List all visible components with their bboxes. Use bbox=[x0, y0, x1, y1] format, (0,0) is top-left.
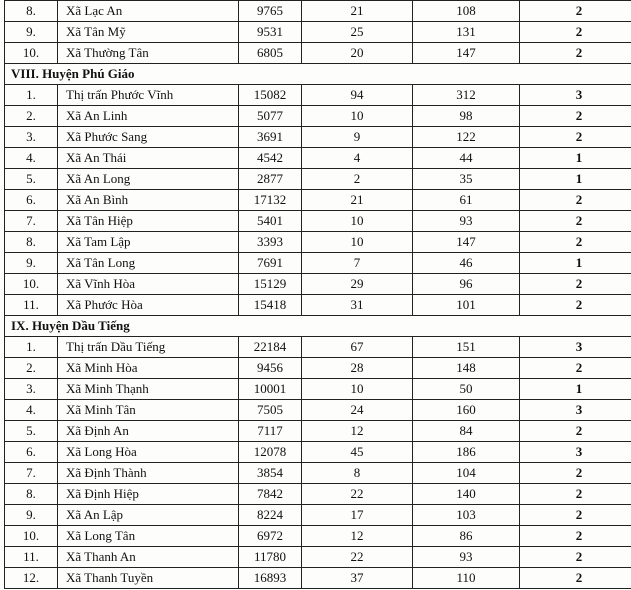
population-cell: 7691 bbox=[239, 253, 302, 274]
value-cell-2: 50 bbox=[413, 379, 520, 400]
commune-name-cell: Thị trấn Dầu Tiếng bbox=[58, 337, 239, 358]
population-cell: 9765 bbox=[239, 1, 302, 22]
table-row bbox=[5, 547, 631, 568]
classification-cell: 3 bbox=[520, 442, 631, 463]
population-cell: 15129 bbox=[239, 274, 302, 295]
table-row bbox=[5, 22, 631, 43]
row-number-cell: 9. bbox=[5, 22, 58, 43]
population-cell: 10001 bbox=[239, 379, 302, 400]
value-cell-2: 93 bbox=[413, 211, 520, 232]
population-cell: 15082 bbox=[239, 85, 302, 106]
row-number-cell: 9. bbox=[5, 505, 58, 526]
value-cell-2: 131 bbox=[413, 22, 520, 43]
commune-name-cell: Xã An Linh bbox=[58, 106, 239, 127]
row-number-cell: 5. bbox=[5, 169, 58, 190]
row-number-cell: 11. bbox=[5, 547, 58, 568]
row-number-cell: 6. bbox=[5, 442, 58, 463]
classification-cell: 1 bbox=[520, 148, 631, 169]
value-cell-2: 46 bbox=[413, 253, 520, 274]
value-cell-2: 147 bbox=[413, 43, 520, 64]
commune-data-table bbox=[4, 0, 631, 589]
value-cell-1: 4 bbox=[302, 148, 413, 169]
commune-name-cell: Xã Thanh An bbox=[58, 547, 239, 568]
classification-cell: 2 bbox=[520, 232, 631, 253]
table-row bbox=[5, 568, 631, 589]
table-body bbox=[5, 1, 631, 589]
classification-cell: 2 bbox=[520, 22, 631, 43]
value-cell-2: 110 bbox=[413, 568, 520, 589]
table-row bbox=[5, 358, 631, 379]
population-cell: 9456 bbox=[239, 358, 302, 379]
population-cell: 9531 bbox=[239, 22, 302, 43]
population-cell: 12078 bbox=[239, 442, 302, 463]
table-row bbox=[5, 337, 631, 358]
population-cell: 22184 bbox=[239, 337, 302, 358]
value-cell-1: 2 bbox=[302, 169, 413, 190]
row-number-cell: 10. bbox=[5, 43, 58, 64]
row-number-cell: 9. bbox=[5, 253, 58, 274]
value-cell-2: 160 bbox=[413, 400, 520, 421]
value-cell-2: 103 bbox=[413, 505, 520, 526]
row-number-cell: 4. bbox=[5, 400, 58, 421]
table-row bbox=[5, 211, 631, 232]
value-cell-1: 7 bbox=[302, 253, 413, 274]
value-cell-1: 12 bbox=[302, 421, 413, 442]
commune-name-cell: Xã An Thái bbox=[58, 148, 239, 169]
classification-cell: 2 bbox=[520, 295, 631, 316]
document-page bbox=[4, 0, 624, 589]
value-cell-1: 94 bbox=[302, 85, 413, 106]
table-row bbox=[5, 421, 631, 442]
row-number-cell: 5. bbox=[5, 421, 58, 442]
row-number-cell: 1. bbox=[5, 85, 58, 106]
commune-name-cell: Xã An Long bbox=[58, 169, 239, 190]
classification-cell: 3 bbox=[520, 85, 631, 106]
classification-cell: 2 bbox=[520, 127, 631, 148]
row-number-cell: 12. bbox=[5, 568, 58, 589]
commune-name-cell: Xã Tân Mỹ bbox=[58, 22, 239, 43]
row-number-cell: 3. bbox=[5, 379, 58, 400]
value-cell-1: 10 bbox=[302, 106, 413, 127]
value-cell-1: 22 bbox=[302, 484, 413, 505]
commune-name-cell: Xã Thanh Tuyền bbox=[58, 568, 239, 589]
classification-cell: 2 bbox=[520, 190, 631, 211]
commune-name-cell: Xã Minh Thạnh bbox=[58, 379, 239, 400]
table-row bbox=[5, 505, 631, 526]
value-cell-1: 24 bbox=[302, 400, 413, 421]
commune-name-cell: Xã Định Thành bbox=[58, 463, 239, 484]
population-cell: 7117 bbox=[239, 421, 302, 442]
value-cell-2: 108 bbox=[413, 1, 520, 22]
classification-cell: 2 bbox=[520, 526, 631, 547]
classification-cell: 2 bbox=[520, 421, 631, 442]
commune-name-cell: Xã Tân Hiệp bbox=[58, 211, 239, 232]
row-number-cell: 8. bbox=[5, 232, 58, 253]
commune-name-cell: Xã Định Hiệp bbox=[58, 484, 239, 505]
value-cell-2: 101 bbox=[413, 295, 520, 316]
section-title: IX. Huyện Dầu Tiếng bbox=[5, 316, 631, 337]
table-row bbox=[5, 295, 631, 316]
population-cell: 3691 bbox=[239, 127, 302, 148]
classification-cell: 2 bbox=[520, 274, 631, 295]
commune-name-cell: Xã Phước Hòa bbox=[58, 295, 239, 316]
row-number-cell: 4. bbox=[5, 148, 58, 169]
table-row bbox=[5, 232, 631, 253]
commune-name-cell: Xã Tam Lập bbox=[58, 232, 239, 253]
population-cell: 8224 bbox=[239, 505, 302, 526]
section-header-row bbox=[5, 64, 631, 85]
section-header-row bbox=[5, 316, 631, 337]
table-row bbox=[5, 169, 631, 190]
value-cell-1: 25 bbox=[302, 22, 413, 43]
row-number-cell: 2. bbox=[5, 358, 58, 379]
classification-cell: 2 bbox=[520, 568, 631, 589]
classification-cell: 1 bbox=[520, 169, 631, 190]
section-title: VIII. Huyện Phú Giáo bbox=[5, 64, 631, 85]
value-cell-2: 140 bbox=[413, 484, 520, 505]
value-cell-2: 44 bbox=[413, 148, 520, 169]
table-row bbox=[5, 127, 631, 148]
classification-cell: 2 bbox=[520, 505, 631, 526]
population-cell: 17132 bbox=[239, 190, 302, 211]
value-cell-1: 20 bbox=[302, 43, 413, 64]
population-cell: 5077 bbox=[239, 106, 302, 127]
value-cell-2: 93 bbox=[413, 547, 520, 568]
value-cell-1: 21 bbox=[302, 190, 413, 211]
classification-cell: 1 bbox=[520, 253, 631, 274]
row-number-cell: 11. bbox=[5, 295, 58, 316]
value-cell-2: 96 bbox=[413, 274, 520, 295]
value-cell-1: 17 bbox=[302, 505, 413, 526]
value-cell-1: 21 bbox=[302, 1, 413, 22]
commune-name-cell: Thị trấn Phước Vĩnh bbox=[58, 85, 239, 106]
table-row bbox=[5, 190, 631, 211]
value-cell-1: 9 bbox=[302, 127, 413, 148]
table-row bbox=[5, 379, 631, 400]
value-cell-2: 122 bbox=[413, 127, 520, 148]
population-cell: 6805 bbox=[239, 43, 302, 64]
population-cell: 16893 bbox=[239, 568, 302, 589]
table-row bbox=[5, 85, 631, 106]
row-number-cell: 8. bbox=[5, 484, 58, 505]
table-row bbox=[5, 148, 631, 169]
commune-name-cell: Xã Minh Tân bbox=[58, 400, 239, 421]
row-number-cell: 10. bbox=[5, 526, 58, 547]
value-cell-2: 186 bbox=[413, 442, 520, 463]
row-number-cell: 3. bbox=[5, 127, 58, 148]
commune-name-cell: Xã Lạc An bbox=[58, 1, 239, 22]
classification-cell: 1 bbox=[520, 379, 631, 400]
population-cell: 3393 bbox=[239, 232, 302, 253]
classification-cell: 3 bbox=[520, 337, 631, 358]
row-number-cell: 1. bbox=[5, 337, 58, 358]
population-cell: 2877 bbox=[239, 169, 302, 190]
classification-cell: 2 bbox=[520, 1, 631, 22]
commune-name-cell: Xã Định An bbox=[58, 421, 239, 442]
value-cell-1: 8 bbox=[302, 463, 413, 484]
commune-name-cell: Xã Phước Sang bbox=[58, 127, 239, 148]
population-cell: 6972 bbox=[239, 526, 302, 547]
table-row bbox=[5, 1, 631, 22]
classification-cell: 2 bbox=[520, 211, 631, 232]
value-cell-2: 98 bbox=[413, 106, 520, 127]
row-number-cell: 6. bbox=[5, 190, 58, 211]
table-row bbox=[5, 400, 631, 421]
value-cell-2: 84 bbox=[413, 421, 520, 442]
value-cell-2: 86 bbox=[413, 526, 520, 547]
commune-name-cell: Xã An Lập bbox=[58, 505, 239, 526]
value-cell-1: 45 bbox=[302, 442, 413, 463]
value-cell-1: 37 bbox=[302, 568, 413, 589]
row-number-cell: 7. bbox=[5, 463, 58, 484]
commune-name-cell: Xã An Bình bbox=[58, 190, 239, 211]
classification-cell: 2 bbox=[520, 43, 631, 64]
value-cell-2: 312 bbox=[413, 85, 520, 106]
row-number-cell: 10. bbox=[5, 274, 58, 295]
value-cell-2: 147 bbox=[413, 232, 520, 253]
value-cell-1: 22 bbox=[302, 547, 413, 568]
value-cell-1: 10 bbox=[302, 211, 413, 232]
population-cell: 4542 bbox=[239, 148, 302, 169]
classification-cell: 2 bbox=[520, 463, 631, 484]
population-cell: 11780 bbox=[239, 547, 302, 568]
classification-cell: 2 bbox=[520, 106, 631, 127]
value-cell-2: 61 bbox=[413, 190, 520, 211]
table-row bbox=[5, 463, 631, 484]
commune-name-cell: Xã Minh Hòa bbox=[58, 358, 239, 379]
value-cell-2: 104 bbox=[413, 463, 520, 484]
classification-cell: 3 bbox=[520, 400, 631, 421]
commune-name-cell: Xã Thường Tân bbox=[58, 43, 239, 64]
value-cell-1: 10 bbox=[302, 379, 413, 400]
table-row bbox=[5, 253, 631, 274]
population-cell: 3854 bbox=[239, 463, 302, 484]
population-cell: 5401 bbox=[239, 211, 302, 232]
population-cell: 15418 bbox=[239, 295, 302, 316]
value-cell-2: 148 bbox=[413, 358, 520, 379]
population-cell: 7505 bbox=[239, 400, 302, 421]
classification-cell: 2 bbox=[520, 484, 631, 505]
value-cell-1: 29 bbox=[302, 274, 413, 295]
row-number-cell: 8. bbox=[5, 1, 58, 22]
value-cell-2: 35 bbox=[413, 169, 520, 190]
row-number-cell: 2. bbox=[5, 106, 58, 127]
commune-name-cell: Xã Vĩnh Hòa bbox=[58, 274, 239, 295]
classification-cell: 2 bbox=[520, 547, 631, 568]
value-cell-1: 10 bbox=[302, 232, 413, 253]
table-row bbox=[5, 526, 631, 547]
table-row bbox=[5, 43, 631, 64]
commune-name-cell: Xã Long Tân bbox=[58, 526, 239, 547]
classification-cell: 2 bbox=[520, 358, 631, 379]
value-cell-1: 67 bbox=[302, 337, 413, 358]
value-cell-1: 28 bbox=[302, 358, 413, 379]
row-number-cell: 7. bbox=[5, 211, 58, 232]
table-row bbox=[5, 484, 631, 505]
value-cell-1: 31 bbox=[302, 295, 413, 316]
table-row bbox=[5, 442, 631, 463]
value-cell-2: 151 bbox=[413, 337, 520, 358]
value-cell-1: 12 bbox=[302, 526, 413, 547]
table-row bbox=[5, 274, 631, 295]
commune-name-cell: Xã Long Hòa bbox=[58, 442, 239, 463]
table-row bbox=[5, 106, 631, 127]
commune-name-cell: Xã Tân Long bbox=[58, 253, 239, 274]
population-cell: 7842 bbox=[239, 484, 302, 505]
